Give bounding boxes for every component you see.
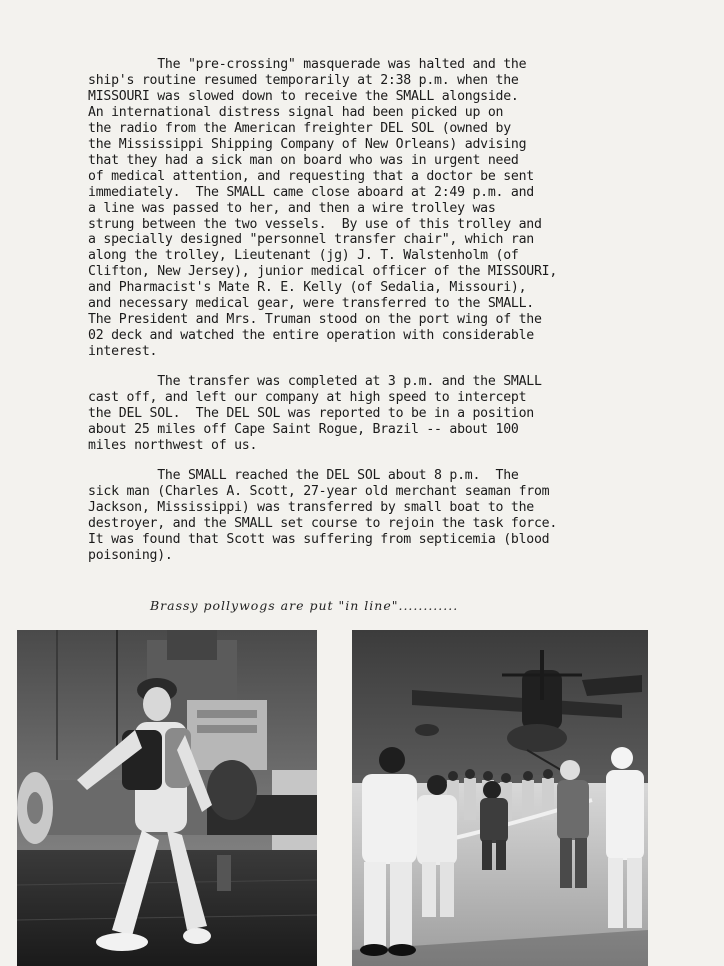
text-line: and necessary medical gear, were transferred to the SMALL.: [88, 296, 534, 312]
text-line: a line was passed to her, and then a wire trolley was: [88, 200, 496, 216]
photo-sailor-gun-turret: [17, 630, 317, 966]
text-line: about 25 miles off Cape Saint Rogue, Brazil -- about 100: [88, 421, 519, 437]
photo-sailors-in-line: [352, 630, 648, 966]
photo-sailors-in-line-image: [352, 630, 648, 966]
text-line: sick man (Charles A. Scott, 27-year old merchant seaman from: [88, 483, 550, 499]
text-line: and Pharmacist's Mate R. E. Kelly (of Sedalia, Missouri),: [88, 280, 527, 296]
text-line: strung between the two vessels. By use of this trolley and: [88, 216, 542, 232]
text-line: poisoning).: [88, 547, 173, 563]
text-line: interest.: [88, 344, 158, 360]
text-line: miles northwest of us.: [88, 437, 258, 453]
text-line: of medical attention, and requesting that a doctor be sent: [88, 168, 534, 184]
text-line: An international distress signal had been picked up on: [88, 104, 504, 120]
text-line: the DEL SOL. The DEL SOL was reported to be in a position: [88, 406, 534, 422]
text-line: The President and Mrs. Truman stood on the port wing of the: [88, 312, 542, 328]
photo-caption: Brassy pollywogs are put "in line"............: [150, 598, 459, 613]
text-line: 02 deck and watched the entire operation with considerable: [88, 328, 534, 344]
text-line: The transfer was completed at 3 p.m. and the SMALL: [88, 374, 542, 390]
text-line: immediately. The SMALL came close aboard at 2:49 p.m. and: [88, 184, 534, 200]
text-line: MISSOURI was slowed down to receive the SMALL alongside.: [88, 88, 519, 104]
paragraph-transfer-complete: [88, 374, 598, 454]
text-line: It was found that Scott was suffering from septicemia (blood: [88, 531, 550, 547]
text-line: the Mississippi Shipping Company of New Orleans) advising: [88, 136, 527, 152]
body-text: [88, 57, 598, 578]
text-line: The SMALL reached the DEL SOL about 8 p.m. The: [88, 467, 519, 483]
photo-sailor-gun-turret-image: [17, 630, 317, 966]
text-line: a specially designed "personnel transfer chair", which ran: [88, 232, 534, 248]
paragraph-transfer-request: [88, 57, 598, 360]
text-line: ship's routine resumed temporarily at 2:38 p.m. when the: [88, 72, 519, 88]
text-line: The "pre-crossing" masquerade was halted and the: [88, 57, 527, 72]
text-line: along the trolley, Lieutenant (jg) J. T. Walstenholm (of: [88, 248, 519, 264]
text-line: cast off, and left our company at high speed to intercept: [88, 390, 527, 406]
text-line: Jackson, Mississippi) was transferred by small boat to the: [88, 499, 534, 515]
paragraph-rescue-outcome: [88, 468, 598, 564]
text-line: the radio from the American freighter DEL SOL (owned by: [88, 120, 511, 136]
text-line: destroyer, and the SMALL set course to rejoin the task force.: [88, 515, 558, 531]
text-line: that they had a sick man on board who was in urgent need: [88, 152, 519, 168]
text-line: Clifton, New Jersey), junior medical officer of the MISSOURI,: [88, 264, 558, 280]
